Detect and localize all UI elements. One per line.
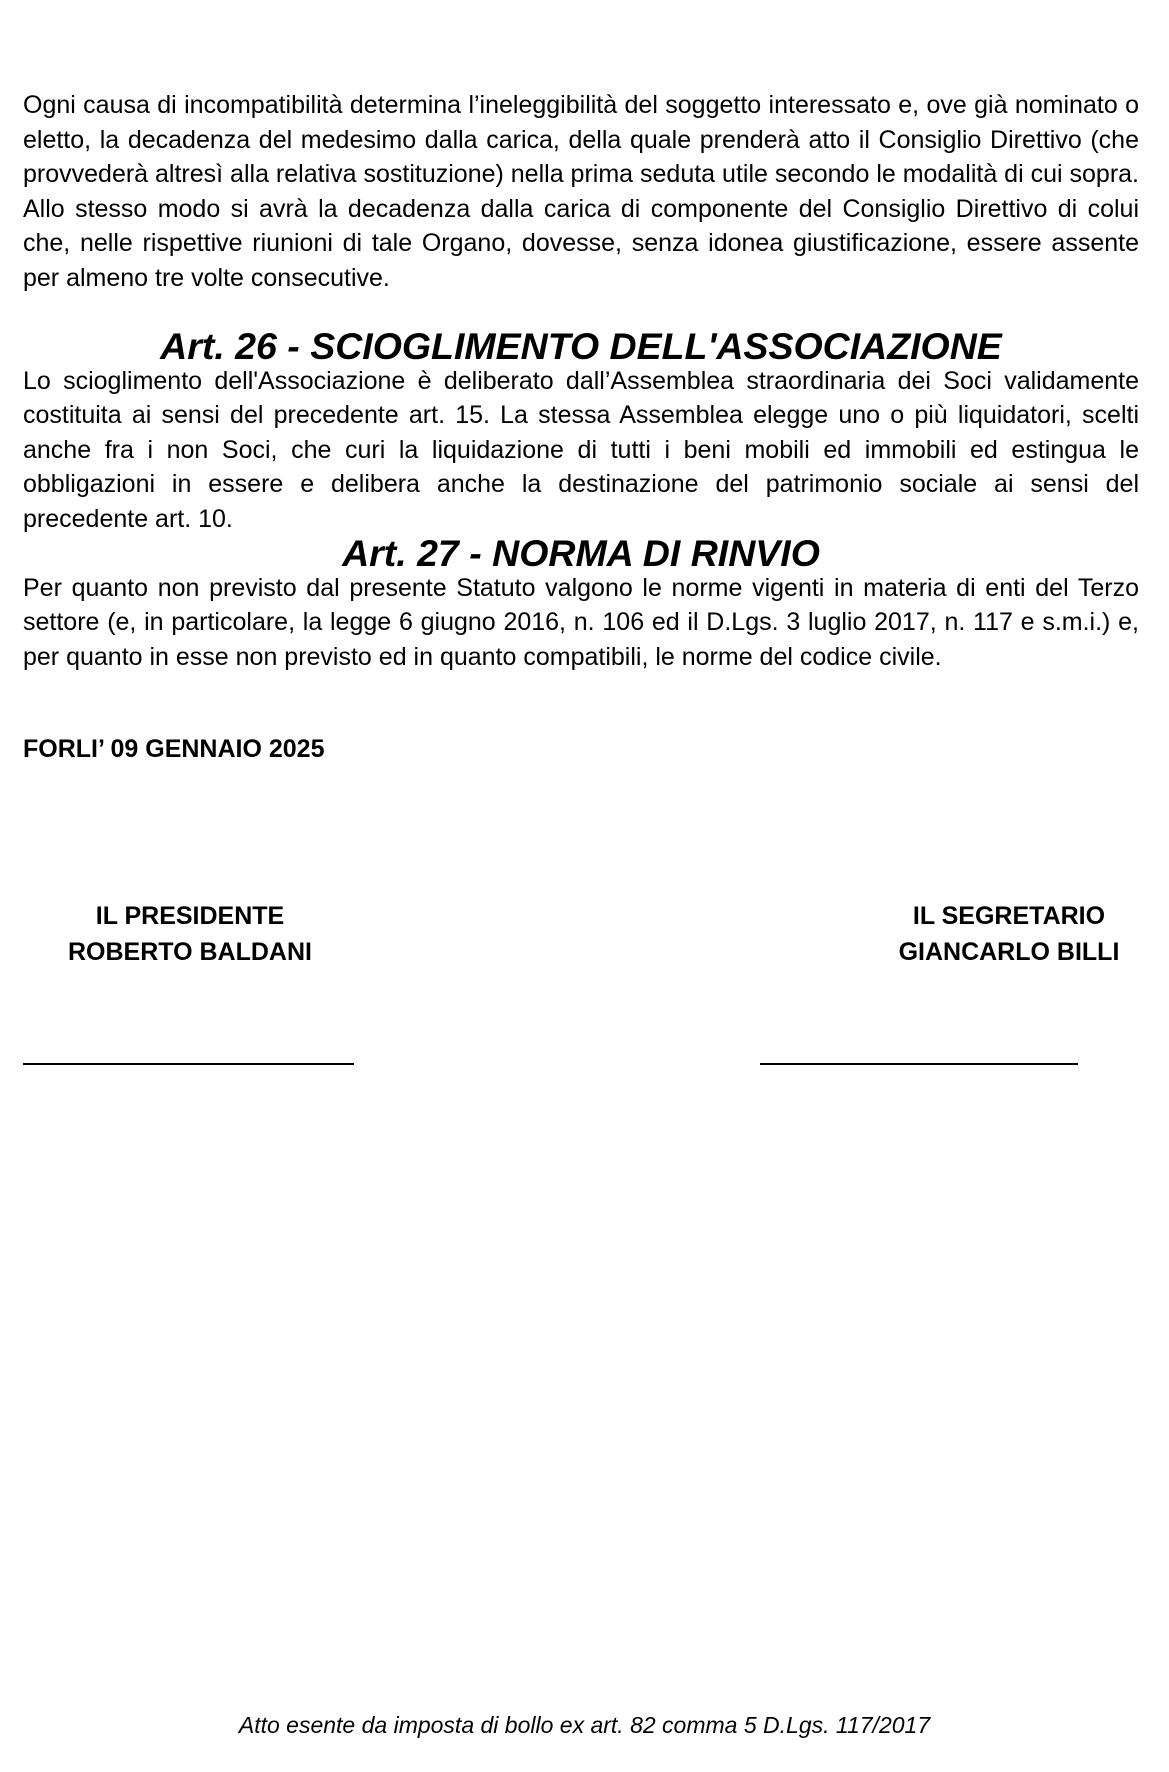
president-role: IL PRESIDENTE [95, 902, 285, 930]
document-body [23, 88, 1139, 674]
secretary-role: IL SEGRETARIO [912, 902, 1106, 930]
incompatibility-paragraph: Ogni causa di incompatibilità determina l’ineleggibilità del soggetto interessato e, ove già nominato o eletto, la decadenza del medesimo dalla carica, della quale prenderà atto il Consiglio Direttivo (che provvederà altresì alla relativa sostituzione) nella prima seduta utile secondo le modalità di cui sopra. Allo stesso modo si avrà la decadenza dalla carica di componente del Consiglio Direttivo di colui che, nelle rispettive riunioni di tale Organo, dovesse, senza idonea giustificazione, essere assente per almeno tre volte consecutive. [23, 91, 1139, 292]
article-26-title: Art. 26 - SCIOGLIMENTO DELL'ASSOCIAZIONE [160, 325, 1002, 367]
president-signature-line [23, 1063, 354, 1065]
article-26-body: Lo scioglimento dell'Associazione è deliberato dall’Assemblea straordinaria dei Soci validamente costituita ai sensi del precedente art. 15. La stessa Assemblea elegge uno o più liquidatori, scelti anche fra i non Soci, che curi la liquidazione di tutti i beni mobili ed immobili ed estingua le obbligazioni in essere e delibera anche la destinazione del patrimonio sociale ai sensi del precedente art. 10. [23, 366, 1139, 533]
article-27-title: Art. 27 - NORMA DI RINVIO [342, 532, 820, 574]
secretary-signature-line [760, 1063, 1078, 1065]
president-signature-block [20, 898, 360, 970]
place-date: FORLI’ 09 GENNAIO 2025 [23, 735, 325, 763]
article-27-body: Per quanto non previsto dal presente Statuto valgono le norme vigenti in materia di enti del Terzo settore (e, in particolare, la legge 6 giugno 2016, n. 106 ed il D.Lgs. 3 luglio 2017, n. 117 e s.m.i.) e, per quanto in esse non previsto ed in quanto compatibili, le norme del codice civile. [23, 573, 1139, 671]
stamp-duty-exemption-note: Atto esente da imposta di bollo ex art. 82 comma 5 D.Lgs. 117/2017 [238, 1712, 931, 1738]
secretary-signature-block [819, 898, 1169, 970]
president-name: ROBERTO BALDANI [68, 938, 312, 966]
secretary-name: GIANCARLO BILLI [898, 938, 1120, 966]
